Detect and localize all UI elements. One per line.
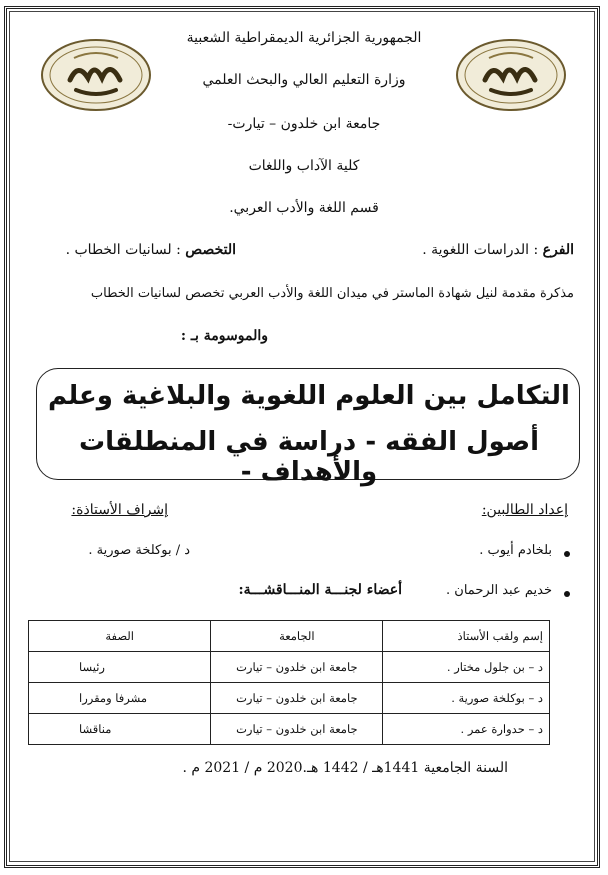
student-name: بلخادم أيوب . [479, 543, 552, 558]
column-header: الجامعة [211, 621, 383, 652]
member-name: د – بوكلخة صورية . [383, 683, 550, 714]
academic-year: السنة الجامعية 1441هـ / 1442 هـ.2020 م / 2021 م . [182, 760, 508, 776]
supervision-label: إشراف الأستاذة: [71, 502, 168, 518]
branch-label: الفرع [542, 242, 574, 258]
jury-table [28, 620, 550, 745]
member-name: د – حدوارة عمر . [383, 714, 550, 745]
student-name: خديم عبد الرحمان . [446, 583, 552, 598]
table-row [29, 652, 550, 683]
thesis-title-line-2: أصول الفقه - دراسة في المنطلقات والأهداف - [79, 427, 539, 487]
bullet-icon [564, 551, 570, 557]
branch-value: : الدراسات اللغوية . [422, 242, 539, 258]
titled-label: والموسومة بـ : [180, 328, 268, 344]
bullet-icon [564, 591, 570, 597]
branch-field [422, 242, 574, 258]
column-header: الصفة [29, 621, 211, 652]
faculty-name: كلية الآداب واللغات [248, 158, 360, 174]
thesis-title-box [36, 368, 580, 487]
jury-label: أعضاء لجنـــة المنـــاقشـــة: [238, 582, 402, 598]
member-role: مناقشا [29, 714, 211, 745]
specialty-label: التخصص [185, 242, 236, 258]
member-role: مشرفا ومقررا [29, 683, 211, 714]
member-role: رئيسا [29, 652, 211, 683]
member-name: د – بن جلول مختار . [383, 652, 550, 683]
table-header-row [29, 621, 550, 652]
member-university: جامعة ابن خلدون – تيارت [211, 652, 383, 683]
ministry-name: وزارة التعليم العالي والبحث العلمي [202, 72, 406, 88]
specialty-value: : لسانيات الخطاب . [65, 242, 181, 258]
member-university: جامعة ابن خلدون – تيارت [211, 714, 383, 745]
republic-name: الجمهورية الجزائرية الديمقراطية الشعبية [186, 30, 422, 46]
thesis-title-line-1: التكامل بين العلوم اللغوية والبلاغية وعلم [48, 381, 570, 411]
university-name: جامعة ابن خلدون – تيارت- [227, 116, 381, 132]
member-university: جامعة ابن خلدون – تيارت [211, 683, 383, 714]
specialty-field [66, 242, 236, 258]
column-header: إسم ولقب الأستاذ [383, 621, 550, 652]
table-row [29, 714, 550, 745]
prepared-by-label: إعداد الطالبين: [481, 502, 568, 518]
supervisor-name: د / بوكلخة صورية . [88, 543, 190, 558]
department-name: قسم اللغة والأدب العربي. [229, 200, 379, 216]
table-row [29, 683, 550, 714]
memo-statement: مذكرة مقدمة لنيل شهادة الماستر في ميدان اللغة والأدب العربي تخصص لسانيات الخطاب [90, 286, 574, 301]
